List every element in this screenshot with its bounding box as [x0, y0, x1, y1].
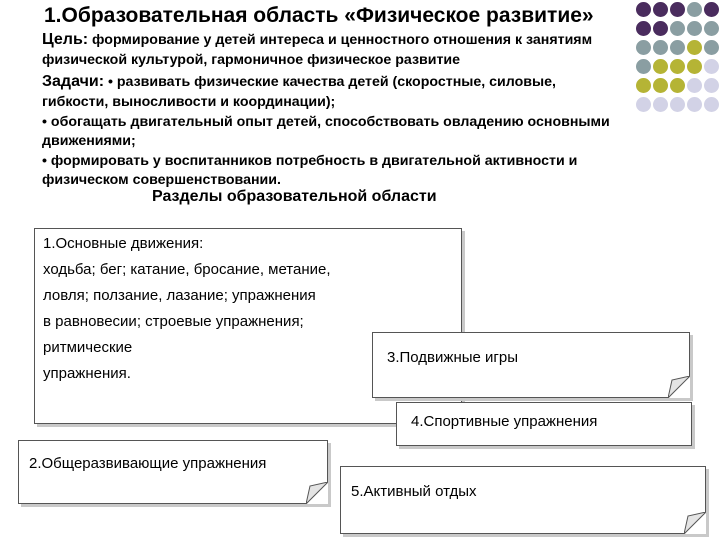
decor-dot [636, 97, 651, 112]
box1-line-3: ловля; ползание, лазание; упражнения [43, 287, 316, 304]
section-box-active-rest [340, 466, 706, 534]
decor-dot [636, 78, 651, 93]
tasks-line-4: движениями; [42, 133, 136, 149]
decor-dot [704, 59, 719, 74]
decor-dot [704, 21, 719, 36]
decor-dot [687, 40, 702, 55]
box1-line-1: 1.Основные движения: [43, 235, 204, 252]
decor-dot [704, 97, 719, 112]
decor-dot [670, 59, 685, 74]
decor-dot [670, 97, 685, 112]
decor-dot [687, 78, 702, 93]
section-box-sports-exercises [396, 402, 692, 446]
decor-dot [670, 78, 685, 93]
section-box-outdoor-games [372, 332, 690, 398]
goal-label: Цель: [42, 31, 89, 48]
goal-text-1: формирование у детей интереса и ценностного отношения к занятиям [88, 32, 593, 48]
section-box-general-exercises [18, 440, 328, 504]
folded-corner-icon [306, 482, 328, 504]
box1-line-2: ходьба; бег; катание, бросание, метание, [43, 261, 331, 278]
tasks-line-3: • обогащать двигательный опыт детей, способствовать овладению основными [42, 114, 610, 130]
box3-label: 3.Подвижные игры [387, 349, 518, 366]
box1-line-4: в равновесии; строевые упражнения; [43, 313, 304, 330]
tasks-text-1: • развивать физические качества детей (скоростные, силовые, [104, 74, 556, 90]
tasks-line-2: гибкости, выносливости и координации); [42, 94, 336, 110]
decor-dot [704, 78, 719, 93]
page-title: 1.Образовательная область «Физическое развитие» [44, 4, 594, 27]
decor-dot [653, 78, 668, 93]
tasks-line-5: • формировать у воспитанников потребность в двигательной активности и [42, 153, 578, 169]
sections-title: Разделы образовательной области [152, 188, 437, 205]
decor-dot [704, 40, 719, 55]
decor-dot [687, 59, 702, 74]
decor-dot [653, 97, 668, 112]
tasks-line-1 [42, 72, 556, 92]
decor-dot [704, 2, 719, 17]
box2-label: 2.Общеразвивающие упражнения [29, 455, 267, 472]
goal-line-2: физической культурой, гармоничное физическое развитие [42, 52, 461, 68]
decor-dot [636, 40, 651, 55]
decor-dot [636, 21, 651, 36]
box5-label: 5.Активный отдых [351, 483, 477, 500]
decor-dot [653, 40, 668, 55]
decor-dot [670, 40, 685, 55]
folded-corner-icon [684, 512, 706, 534]
tasks-label: Задачи: [42, 73, 105, 90]
decor-dot [653, 2, 668, 17]
box4-label: 4.Спортивные упражнения [411, 413, 598, 430]
goal-line-1 [42, 30, 592, 50]
decor-dot [653, 59, 668, 74]
box1-line-6: упражнения. [43, 365, 131, 382]
decor-dot [687, 97, 702, 112]
decor-dot [636, 2, 651, 17]
decor-dot [687, 21, 702, 36]
decorative-dots [636, 0, 720, 114]
decor-dot [670, 21, 685, 36]
folded-corner-icon [668, 376, 690, 398]
decor-dot [687, 2, 702, 17]
decor-dot [670, 2, 685, 17]
decor-dot [653, 21, 668, 36]
tasks-line-6: физическом совершенствовании. [42, 172, 281, 188]
decor-dot [636, 59, 651, 74]
box1-line-5: ритмические [43, 339, 133, 356]
